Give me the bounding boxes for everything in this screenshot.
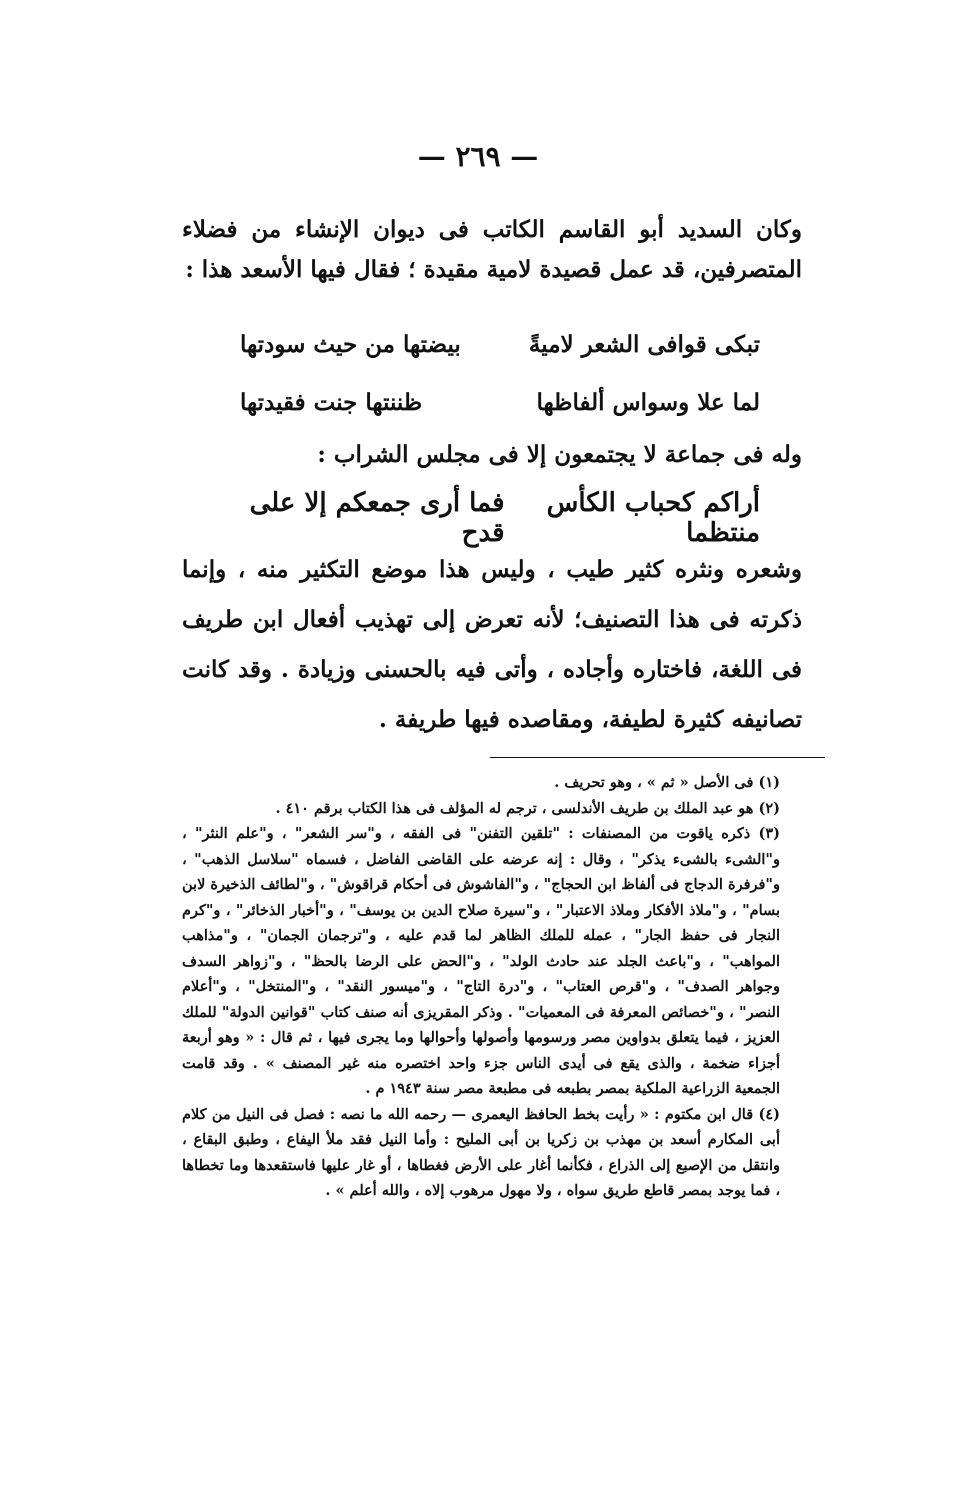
paragraph-intro: وكان السديد أبو القاسم الكاتب فى ديوان الإنشاء من فضلاء المتصرفين، قد عمل قصيدة لامية مقيدة ؛ فقال فيها الأسعد هذا :	[182, 216, 802, 283]
footnote-4: (٤) قال ابن مكتوم : « رأيت بخط الحافظ اليعمرى — رحمه الله ما نصه : فصل فى النيل من كلام أبى المكارم أسعد بن مهذب بن زكريا بن أبى المليح : وأما النيل فقد ملأ اليفاع ، وطبق البقاع ، وانتقل من الإصبع إلى الذراع ، فكأنما أغار على الأرض فغطاها ، أو غار عليها فاستقعدها وما تخطاها ، فما يوجد بمصر قاطع طريق سواه ، ولا مهول مرهوب إلاه ، والله أعلم » .	[182, 1105, 780, 1199]
verse-hemistich-left: فما أرى جمعكم إلا على قدح	[249, 488, 505, 548]
footnote-divider	[490, 757, 825, 758]
paragraph-poetry-prose: وشعره ونثره كثير طيب ، وليس هذا موضع التكثير منه ، وإنما ذكرته فى هذا التصنيف؛ لأنه تعرض إلى تهذيب أفعال ابن طريف فى اللغة، فاختاره وأجاده ، وأتى فيه بالحسنى وزيادة . وقد كانت تصانيفه كثيرة لطيفة، ومقاصده فيها طريفة .	[182, 556, 802, 733]
verse-line-1	[240, 322, 760, 366]
verse-line-2	[240, 380, 760, 424]
page-number: — ٢٦٩ —	[417, 140, 539, 173]
verse-hemistich-left: بيضتها من حيث سودتها	[240, 330, 461, 358]
footnote-1: (١) فى الأصل « ثم » ، وهو تحريف .	[554, 774, 780, 791]
verse-line-3	[240, 488, 760, 548]
paragraph-drinking-group: وله فى جماعة لا يجتمعون إلا فى مجلس الشراب :	[317, 441, 802, 468]
footnote-3: (٣) ذكره ياقوت من المصنفات : "تلقين التفنن" فى الفقه ، و"سر الشعر" ، و"علم النثر" ، و"الشىء بالشىء يذكر" ، وقال : إنه عرضه على القاضى الفاضل ، فسماه "سلاسل الذهب" ، و"فرفرة الدجاج فى ألفاظ ابن الحجاج" ، و"الفاشوش فى أحكام قراقوش" ، و"لطائف الذخيرة لابن بسام" ، و"ملاذ الأفكار وملاذ الاعتبار" ، و"سيرة صلاح الدين بن يوسف" ، و"أخبار الذخائر" ، و"كرم النجار فى حفظ الجار" ، عمله للملك الظاهر لما قدم عليه ، و"ترجمان الجمان" ، و"مذاهب المواهب" ، و"باعث الجلد عند حادث الولد" ، و"الحض على الرضا بالحظ" ، و"زواهر السدف وجواهر الصدف" ، و"قرص العتاب" ، و"درة التاج" ، و"ميسور النقد" ، و"المنتخل" ، و"أعلام النصر" ، و"خصائص المعرفة فى المعميات" . وذكر المقريزى أنه صنف كتاب "قوانين الدولة" للملك العزيز ، فيما يتعلق بدواوين مصر ورسومها وأصولها وأحوالها وما يجرى فيها ، ثم قال : « وهو أربعة أجزاء ضخمة ، والذى يقع فى أيدى الناس جزء واحد اختصره منه غير المصنف » . وقد قامت الجمعية الزراعية الملكية بمصر بطبعه فى مطبعة مصر سنة ١٩٤٣ م .	[182, 825, 780, 1097]
verse-hemistich-left: ظننتها جنت فقيدتها	[240, 388, 423, 416]
footnotes	[182, 770, 802, 1204]
verse-hemistich-right: تبكى قوافى الشعر لاميةً	[528, 330, 760, 358]
verse-hemistich-right: أراكم كحباب الكأس منتظما	[546, 488, 760, 548]
footnote-2: (٢) هو عبد الملك بن طريف الأندلسى ، ترجم له المؤلف فى هذا الكتاب برقم ٤١٠ .	[275, 799, 780, 817]
verse-hemistich-right: لما علا وسواس ألفاظها	[536, 388, 760, 416]
